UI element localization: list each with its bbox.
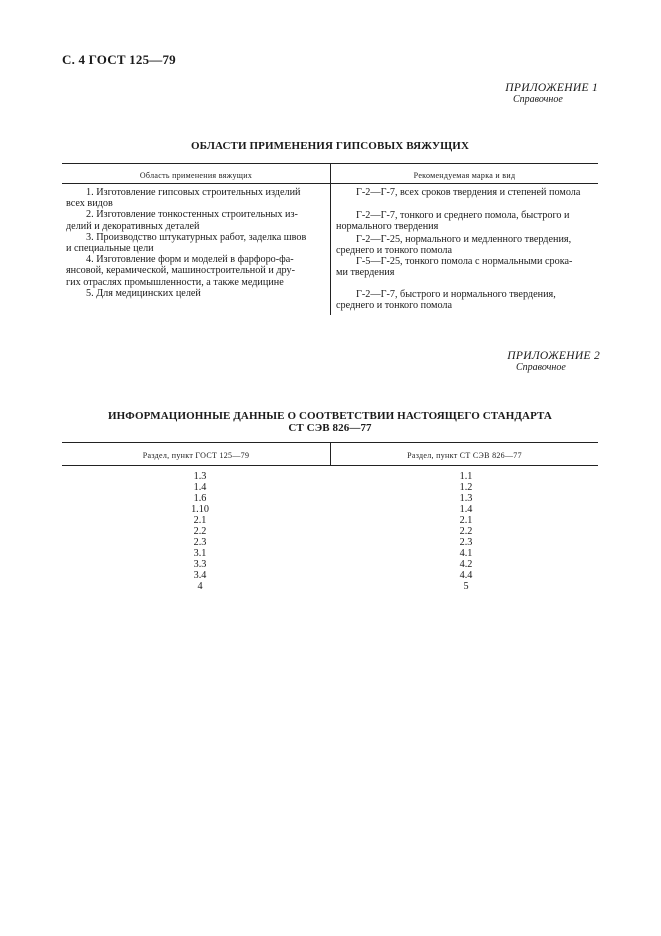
row-4-grade-line-2: ми твердения xyxy=(336,267,395,279)
table-2-header-gost: Раздел, пункт ГОСТ 125—79 xyxy=(142,451,250,460)
row-3-area-line-1: 3. Производство штукатурных работ, заделка швов xyxy=(86,231,307,243)
table-row xyxy=(66,232,324,254)
list-item: 1.4 xyxy=(459,504,473,515)
list-item: 1.3 xyxy=(459,493,473,504)
list-item: 1.6 xyxy=(193,493,207,504)
row-3-grade xyxy=(336,234,596,256)
list-item: 2.2 xyxy=(459,526,473,537)
row-2-area-line-2: делий и декоративных деталей xyxy=(66,220,200,232)
row-5-grade-line-1: Г-2—Г-7, быстрого и нормального твердения, xyxy=(356,289,556,300)
list-item: 3.4 xyxy=(193,570,207,581)
row-3-grade-line-2: среднего и тонкого помола xyxy=(336,245,453,257)
table-1-header-grade: Рекомендуемая марка и вид xyxy=(413,171,516,180)
table-row xyxy=(66,254,324,288)
row-1-grade-line-1: Г-2—Г-7, всех сроков твердения и степеней помола xyxy=(356,187,581,198)
row-4-grade xyxy=(336,256,596,278)
list-item: 1.4 xyxy=(193,482,207,493)
list-item: 3.1 xyxy=(193,548,207,559)
list-item: 2.1 xyxy=(193,515,207,526)
table-row xyxy=(66,187,324,209)
row-5-grade xyxy=(336,289,596,311)
row-2-grade xyxy=(336,210,596,232)
appendix-1-label: ПРИЛОЖЕНИЕ 1 xyxy=(505,82,598,94)
list-item: 2.1 xyxy=(459,515,473,526)
row-4-area-line-1: 4. Изготовление форм и моделей в фарфоро-фа- xyxy=(86,254,294,266)
row-3-grade-line-1: Г-2—Г-25, нормального и медленного твердения, xyxy=(356,234,572,245)
row-4-area-line-3: гих отраслях промышленности, а также медицине xyxy=(66,276,284,288)
list-item: 4 xyxy=(197,581,203,592)
list-item: 2.2 xyxy=(193,526,207,537)
table-2-header-rule xyxy=(62,465,598,466)
gost-clause-column xyxy=(160,471,240,592)
list-item: 1.3 xyxy=(193,471,207,482)
table-row xyxy=(66,209,324,231)
appendix-2-title-line-1: ИНФОРМАЦИОННЫЕ ДАННЫЕ О СООТВЕТСТВИИ НАСТОЯЩЕГО СТАНДАРТА xyxy=(108,410,552,422)
list-item: 3.3 xyxy=(193,559,207,570)
table-2-header-st-sev: Раздел, пункт СТ СЭВ 826—77 xyxy=(407,451,522,460)
page-header: С. 4 ГОСТ 125—79 xyxy=(62,52,176,67)
st-sev-clause-column xyxy=(426,471,506,592)
row-5-area-line-1: 5. Для медицинских целей xyxy=(86,287,201,299)
row-1-area-line-1: 1. Изготовление гипсовых строительных изделий xyxy=(86,187,301,198)
list-item: 1.2 xyxy=(459,482,473,493)
row-2-grade-line-2: нормального твердения xyxy=(336,221,439,233)
list-item: 1.1 xyxy=(459,471,473,482)
appendix-2-note: Справочное xyxy=(516,362,566,373)
table-row xyxy=(66,288,324,299)
list-item: 1.10 xyxy=(191,504,209,515)
list-item: 2.3 xyxy=(459,537,473,548)
row-3-area-line-2: и специальные цели xyxy=(66,243,154,255)
table-1-header-rule xyxy=(62,183,598,184)
appendix-2-label: ПРИЛОЖЕНИЕ 2 xyxy=(507,350,600,362)
list-item: 4.1 xyxy=(459,548,473,559)
table-1-area-column xyxy=(66,187,324,299)
row-4-grade-line-1: Г-5—Г-25, тонкого помола с нормальными срока- xyxy=(356,256,573,267)
appendix-1-note: Справочное xyxy=(513,94,563,105)
appendix-2-title-line-2: СТ СЭВ 826—77 xyxy=(288,422,372,434)
table-1-header-area: Область применения вяжущих xyxy=(139,171,253,180)
row-2-grade-line-1: Г-2—Г-7, тонкого и среднего помола, быстрого и xyxy=(356,210,570,221)
list-item: 4.2 xyxy=(459,559,473,570)
row-1-area-line-2: всех видов xyxy=(66,198,113,210)
appendix-1-title: ОБЛАСТИ ПРИМЕНЕНИЯ ГИПСОВЫХ ВЯЖУЩИХ xyxy=(190,140,470,152)
row-1-grade xyxy=(336,187,596,198)
list-item: 2.3 xyxy=(193,537,207,548)
row-4-area-line-2: янсовой, керамической, машиностроительной и дру- xyxy=(66,265,295,277)
list-item: 4.4 xyxy=(459,570,473,581)
table-1-column-divider xyxy=(330,163,331,315)
row-2-area-line-1: 2. Изготовление тонкостенных строительных из- xyxy=(86,209,298,221)
list-item: 5 xyxy=(463,581,469,592)
row-5-grade-line-2: среднего и тонкого помола xyxy=(336,300,453,312)
